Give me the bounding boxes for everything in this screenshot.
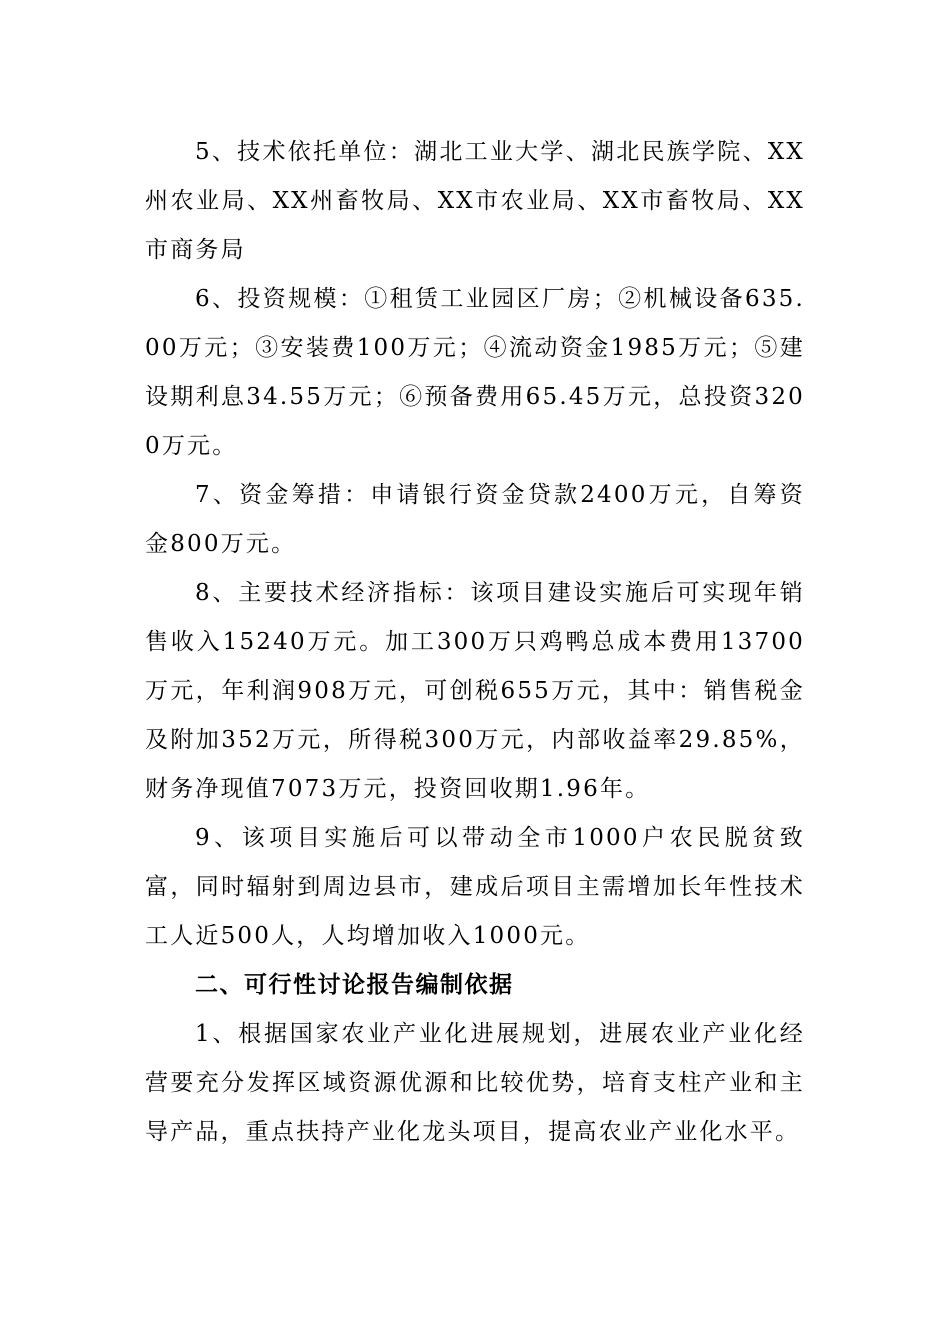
paragraph-social-benefit: 9、该项目实施后可以带动全市1000户农民脱贫致富，同时辐射到周边县市，建成后项目主需增加长年性技术工人近500人，人均增加收入1000元。: [145, 825, 805, 949]
paragraph-fund-raising: 7、资金筹措：申请银行资金贷款2400万元，自筹资金800万元。: [145, 482, 805, 557]
paragraph-economic-indicators: 8、主要技术经济指标：该项目建设实施后可实现年销售收入15240万元。加工300万只鸡鸭总成本费用13700万元，年利润908万元，可创税655万元，其中：销售税金及附加352万元，所得税300万元，内部收益率29.85%，财务净现值7073万元，投资回收期1.96年。: [145, 580, 805, 802]
paragraph-tech-support-units: 5、技术依托单位：湖北工业大学、湖北民族学院、XX州农业局、XX州畜牧局、XX市农业局、XX市畜牧局、XX市商务局: [145, 139, 805, 263]
document-body: [145, 128, 805, 1157]
section-heading: 二、可行性讨论报告编制依据: [195, 972, 514, 998]
paragraph-basis-1: 1、根据国家农业产业化进展规划，进展农业产业化经营要充分发挥区域资源优源和比较优势，培育支柱产业和主导产品，重点扶持产业化龙头项目，提高农业产业化水平。: [145, 1021, 805, 1145]
paragraph-investment-scale: 6、投资规模：①租赁工业园区厂房；②机械设备635.00万元；③安装费100万元；④流动资金1985万元；⑤建设期利息34.55万元；⑥预备费用65.45万元，总投资3200万元。: [145, 286, 805, 459]
